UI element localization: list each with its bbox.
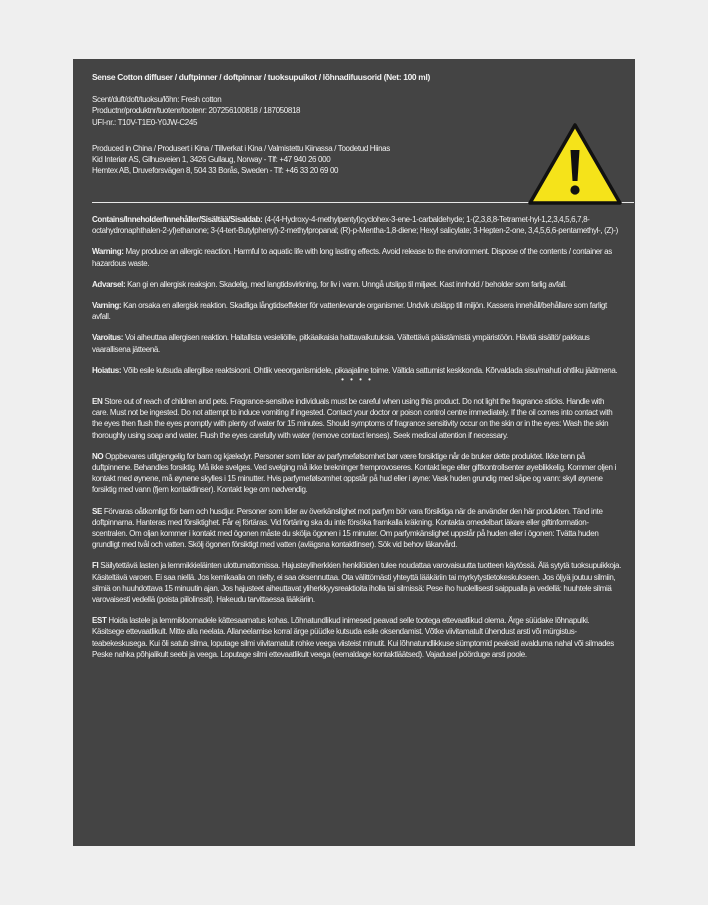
instructions-text: Säilytettävä lasten ja lemmikkieläinten ulottumattomissa. Hajusteyliherkkien henkilöiden tulee noudattaa varovaisuutta tuotteen käytössä. Älä sytytä tuoksupuikkoja. Käsiteltävä varoen. Ei saa niellä. Jos kemikaalia on nielty, ei saa oksennuttaa. Ota välittömästi yhteyttä lääkäriin tai myrkytystietokeskukseen. Jos öljyä joutuu silmiin, silmiä on huuhdottava 15 minuutin ajan. Jos hajusteet aiheuttavat yliherkkyysreaktioita iholla tai silmissä: Pese iho huolellisesti saippualla ja vedellä: huuhtele silmiä varovaisesti vedellä (poista piilolinssit). Hakeudu tarvittaessa lääkäriin. [92,561,621,605]
warning-text: Võib esile kutsuda allergilise reaktsiooni. Ohtlik veeorganismidele, pikaajaline toime. Vältida sattumist keskkonda. Kõrvaldada sisu/mahuti ohtliku jäätmena. [121,365,618,375]
ufi-line: UFI-nr.: T10V-T1E0-Y0JW-C245 [92,117,198,127]
ingredients-text: (4-(4-Hydroxy-4-methylpentyl)cyclohex-3-ene-1-carbaldehyde; 1-(2,3,8,8-Tetramet-hyl-1,2,3,4,5,6,7,8-octahydronaphthalen-2-yl)ethanone; 3-(4-tert-Butylphenyl)-2-methylpropanal; (R)-p-Mentha-1,8-diene; Hexyl salicylate; 3-Hepten-2-one, 3,4,5,6,6-pentamethyl-, (Z)-) [92,215,618,236]
product-number-line: Productnr/produktnr/tuotenr/tootenr: 207256100818 / 187050818 [92,106,301,116]
instructions-est [92,615,622,660]
section-divider-dots: • • • • [341,375,373,385]
warning-label: Advarsel: [92,279,126,289]
instructions-text: Förvaras oåtkomligt för barn och husdjur. Personer som lider av överkänslighet mot parfym bör vara försiktiga när de använder den här produkten. Tänd inte doftpinnarna. Hanteras med försiktighet. Får ej förtäras. Vid förtäring ska du inte försöka framkalla kräkning. Kontakta omedelbart läkare eller giftinformation-scentralen. Om oljan kommer i kontakt med ögonen måste du skölja ögonen i 15 minuter. Om parfymkänslighet uppstår på huden eller i ögonen: Tvätta huden grundligt med tvål och vatten. Skölj ögonen försiktigt med vatten (avlägsna kontaktlinser). Sök vid behov läkarvård. [92,506,603,550]
language-code: SE [92,506,102,516]
warning-en [92,246,622,268]
warning-text: Kan gi en allergisk reaksjon. Skadelig, med langtidsvirkning, for liv i vann. Unngå utslipp til miljøet. Kast innhold / beholder som farlig avfall. [125,279,567,289]
company-no-line: Kid Interiør AS, Gilhusveien 1, 3426 Gullaug, Norway - Tlf: +47 940 26 000 [92,155,331,165]
warning-no [92,279,622,290]
warning-fi [92,332,622,354]
ingredients-label: Contains/Inneholder/Innehåller/Sisältää/Sisaldab: [92,215,263,224]
warning-label: Varning: [92,301,122,311]
warning-triangle-icon [527,122,623,206]
language-code: NO [92,451,104,461]
language-code: EN [92,397,103,407]
instructions-text: Oppbevares utilgjengelig for barn og kjæledyr. Personer som lider av parfymefølsomhet bør være forsiktige når de bruker dette produktet. Ikke tenn på duftpinnene. Behandles forsiktig. Må ikke svelges. Ved svelging må ikke brekninger fremprovoseres. Kontakt lege eller giftkontrollsenter øyeblikkelig. Kommer oljen i kontakt med øynene, må øynene skylles i 15 minutter. Hvis parfymefølsomhet oppstår på hud eller i øyne: Vask huden grundig med såpe og vann: skyll øynene forsiktig med vann (fjern kontaktlinser). Kontakt lege om nødvendig. [92,451,616,495]
instructions-se [92,506,622,551]
ingredients-section [92,214,622,236]
product-label [73,59,635,846]
instructions-text: Store out of reach of children and pets. Fragrance-sensitive individuals must be careful when using this product. Do not light the fragrance sticks. Handle with care. Must not be ingested. Do not attempt to induce vomiting if ingested. Contact your doctor or poison control centre immediately. If the oil comes into contact with the eyes then flush the eyes promptly with plenty of water for 15 minutes. Should symptoms of fragrance sensitivity occur on the skin or in the eyes: Wash the skin thoroughly using soap and water. Flush the eyes carefully with water (remove contact lenses). Seek medical attention if necessary. [92,397,613,440]
instructions-fi [92,560,622,605]
origin-line: Produced in China / Produsert i Kina / Tillverkat i Kina / Valmistettu Kiinassa / Toodetud Hiinas [92,143,390,153]
instructions-text: Hoida lastele ja lemmikloomadele kättesaamatus kohas. Lõhnatundlikud inimesed peavad selle tootega ettevaatlikud olema. Ärge süüdake lõhnapulki. Käsitsege ettevaatlikult. Mitte alla neelata. Allaneelamise korral ärge püüdke kutsuda esile oksendamist. Võtke viivitamatult ühendust arsti või mürgistus-teabekeskusega. Kui õli satub silma, loputage silmi viivitamatult rohke veega viisteist minutit. Kui lõhnatundlikkuse sümptomid peaksid avalduma nahal või silmades Peske nahka põhjalikult seebi ja veega. Loputage silmi ettevaatlikult veega (eemaldage kontaktläätsed). Vajadusel pöörduge arsti poole. [92,616,614,659]
language-code: EST [92,616,107,626]
warning-text: Kan orsaka en allergisk reaktion. Skadliga långtidseffekter för vattenlevande organismer. Undvik utsläpp till miljön. Kassera innehåll/behållare som farligt avfall. [92,301,607,322]
instructions-en [92,396,622,441]
warning-text: Voi aiheuttaa allergisen reaktion. Haitallista vesieliöille, pitkäaikaisia haittavaikutuksia. Vältettävä päästämistä ympäristöön. Hävitä sisältö/ pakkaus vaarallisena jätteenä. [92,333,590,354]
warning-label: Warning: [92,247,124,257]
instructions-no [92,451,622,496]
label-header [92,72,622,202]
company-se-line: Hemtex AB, Druveforsvägen 8, 504 33 Borås, Sweden - Tlf: +46 33 20 69 00 [92,166,339,176]
warning-label: Hoiatus: [92,365,122,375]
product-title: Sense Cotton diffuser / duftpinner / doftpinnar / tuoksupuikot / lõhnadifuusorid (Net: 100 ml) [92,72,430,82]
warning-label: Varoitus: [92,333,124,343]
warning-text: May produce an allergic reaction. Harmful to aquatic life with long lasting effects. Avoid release to the environment. Dispose of the contents / container as hazardous waste. [92,247,612,268]
language-code: FI [92,561,99,571]
warning-se [92,300,622,322]
scent-line: Scent/duft/doft/tuoksu/lõhn: Fresh cotton [92,95,222,105]
